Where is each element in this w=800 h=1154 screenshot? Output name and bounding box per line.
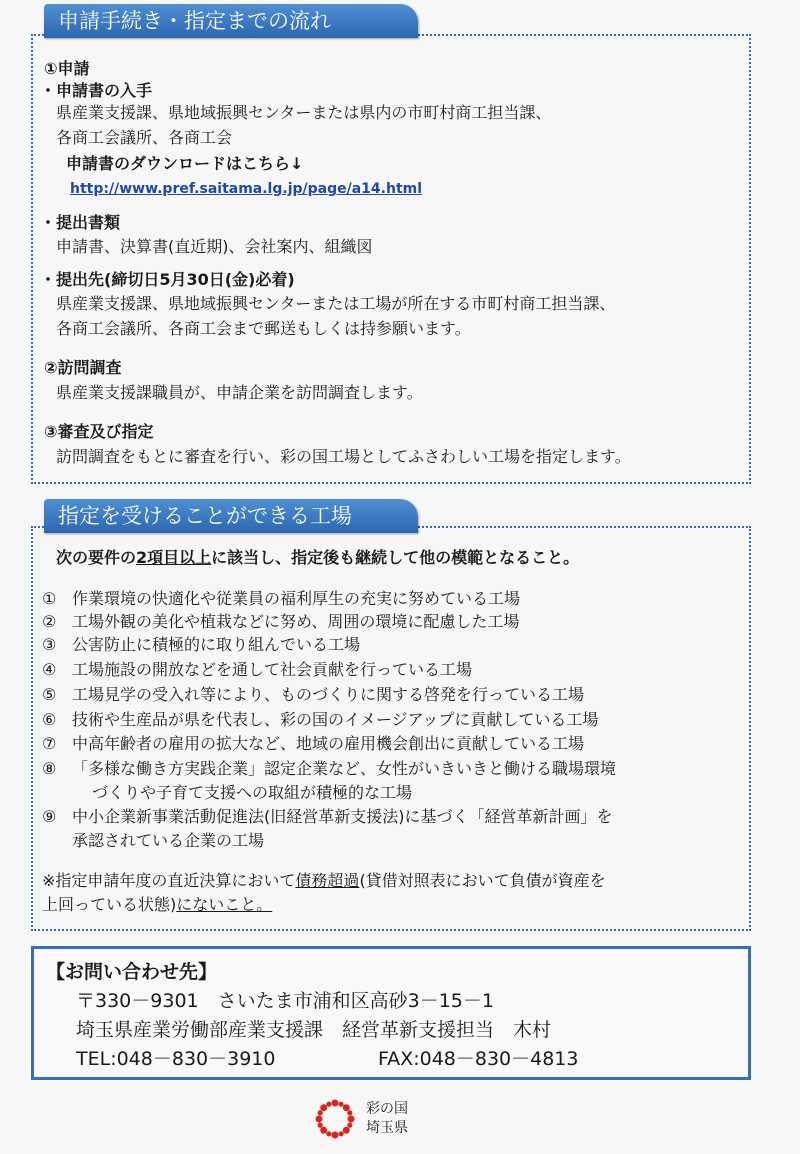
item-number: ⑤ bbox=[42, 685, 57, 704]
contact-title: 【お問い合わせ先】 bbox=[46, 961, 218, 983]
intro-pre: 次の要件の bbox=[56, 548, 137, 567]
eligible-header: 指定を受けることができる工場 bbox=[44, 499, 418, 533]
list-item bbox=[42, 611, 519, 633]
list-item-continued: 承認されている企業の工場 bbox=[72, 831, 265, 850]
logo-line1: 彩の国 bbox=[366, 1101, 408, 1117]
note-underline2: にないこと。 bbox=[176, 895, 273, 914]
item-text: 技術や生産品が県を代表し、彩の国のイメージアップに貢献している工場 bbox=[72, 710, 599, 729]
item-number: ⑧ bbox=[42, 759, 57, 778]
item-number: ② bbox=[42, 612, 57, 631]
note-pre: ※指定申請年度の直近決算において bbox=[42, 871, 296, 890]
logo-text bbox=[366, 1100, 408, 1138]
note-line1 bbox=[42, 870, 606, 892]
contact-tel: TEL:048－830－3910 bbox=[76, 1048, 276, 1070]
item-text: 作業環境の快適化や従業員の福利厚生の充実に努めている工場 bbox=[72, 589, 521, 608]
list-item bbox=[42, 806, 613, 828]
item-text: 工場見学の受入れ等により、ものづくりに関する啓発を行っている工場 bbox=[72, 685, 585, 704]
item-number: ④ bbox=[42, 660, 57, 679]
download-label: 申請書のダウンロードはこちら↓ bbox=[66, 154, 304, 173]
note-underline1: 債務超過 bbox=[295, 871, 360, 890]
list-item bbox=[42, 709, 598, 731]
list-item-continued: づくりや子育て支援への取組が積極的な工場 bbox=[92, 783, 413, 802]
step3-title: ③審査及び指定 bbox=[44, 422, 154, 441]
list-item bbox=[42, 733, 584, 755]
docs-title: ・提出書類 bbox=[40, 213, 121, 232]
submit-title: ・提出先(締切日5月30日(金)必着) bbox=[40, 270, 295, 289]
logo-line2: 埼玉県 bbox=[366, 1120, 408, 1136]
docs-text: 申請書、決算書(直近期)、会社案内、組織図 bbox=[56, 237, 373, 256]
list-item bbox=[42, 684, 584, 706]
get-form-title: ・申請書の入手 bbox=[40, 81, 153, 100]
eligible-intro bbox=[56, 547, 579, 569]
note-post: (貸借対照表において負債が資産を bbox=[359, 871, 606, 890]
note-l2a: 上回っている状態) bbox=[42, 895, 177, 914]
contact-address: 〒330－9301 さいたま市浦和区高砂3－15－1 bbox=[76, 990, 494, 1012]
item-text: 中小企業新事業活動促進法(旧経営革新支援法)に基づく「経営革新計画」を bbox=[72, 807, 613, 826]
list-item bbox=[42, 758, 616, 780]
flow-header: 申請手続き・指定までの流れ bbox=[44, 4, 418, 38]
step1-title: ①申請 bbox=[44, 59, 90, 78]
get-form-line2: 各商工会議所、各商工会 bbox=[56, 128, 233, 147]
intro-emphasis: 2項目以上 bbox=[136, 548, 212, 567]
contact-box bbox=[31, 946, 751, 1080]
submit-line2: 各商工会議所、各商工会まで郵送もしくは持参願います。 bbox=[56, 319, 471, 338]
contact-fax: FAX:048－830－4813 bbox=[378, 1048, 579, 1070]
item-number: ⑥ bbox=[42, 710, 57, 729]
item-text: 工場外観の美化や植栽などに努め、周囲の環境に配慮した工場 bbox=[72, 612, 520, 631]
step2-title: ②訪問調査 bbox=[44, 358, 122, 377]
item-number: ③ bbox=[42, 635, 57, 654]
step2-text: 県産業支援課職員が、申請企業を訪問調査します。 bbox=[56, 383, 423, 402]
saitama-logo-icon bbox=[312, 1096, 358, 1142]
submit-line1: 県産業支援課、県地域振興センターまたは工場が所在する市町村商工担当課、 bbox=[56, 294, 616, 313]
item-text: 工場施設の開放などを通して社会貢献を行っている工場 bbox=[72, 660, 473, 679]
get-form-line1: 県産業支援課、県地域振興センターまたは県内の市町村商工担当課、 bbox=[56, 103, 552, 122]
list-item bbox=[42, 634, 360, 656]
note-line2 bbox=[42, 894, 272, 916]
intro-post: に該当し、指定後も継続して他の模範となること。 bbox=[211, 548, 580, 567]
list-item bbox=[42, 659, 472, 681]
item-number: ① bbox=[42, 589, 57, 608]
item-text: 中高年齢者の雇用の拡大など、地域の雇用機会創出に貢献している工場 bbox=[72, 734, 585, 753]
contact-dept: 埼玉県産業労働部産業支援課 経営革新支援担当 木村 bbox=[76, 1019, 552, 1041]
item-number: ⑦ bbox=[42, 734, 57, 753]
item-text: 公害防止に積極的に取り組んでいる工場 bbox=[72, 635, 361, 654]
download-link[interactable]: http://www.pref.saitama.lg.jp/page/a14.html bbox=[70, 181, 423, 197]
item-text: 「多様な働き方実践企業」認定企業など、女性がいきいきと働ける職場環境 bbox=[72, 759, 617, 778]
step3-text: 訪問調査をもとに審査を行い、彩の国工場としてふさわしい工場を指定します。 bbox=[56, 447, 631, 466]
item-number: ⑨ bbox=[42, 807, 57, 826]
list-item bbox=[42, 588, 520, 610]
